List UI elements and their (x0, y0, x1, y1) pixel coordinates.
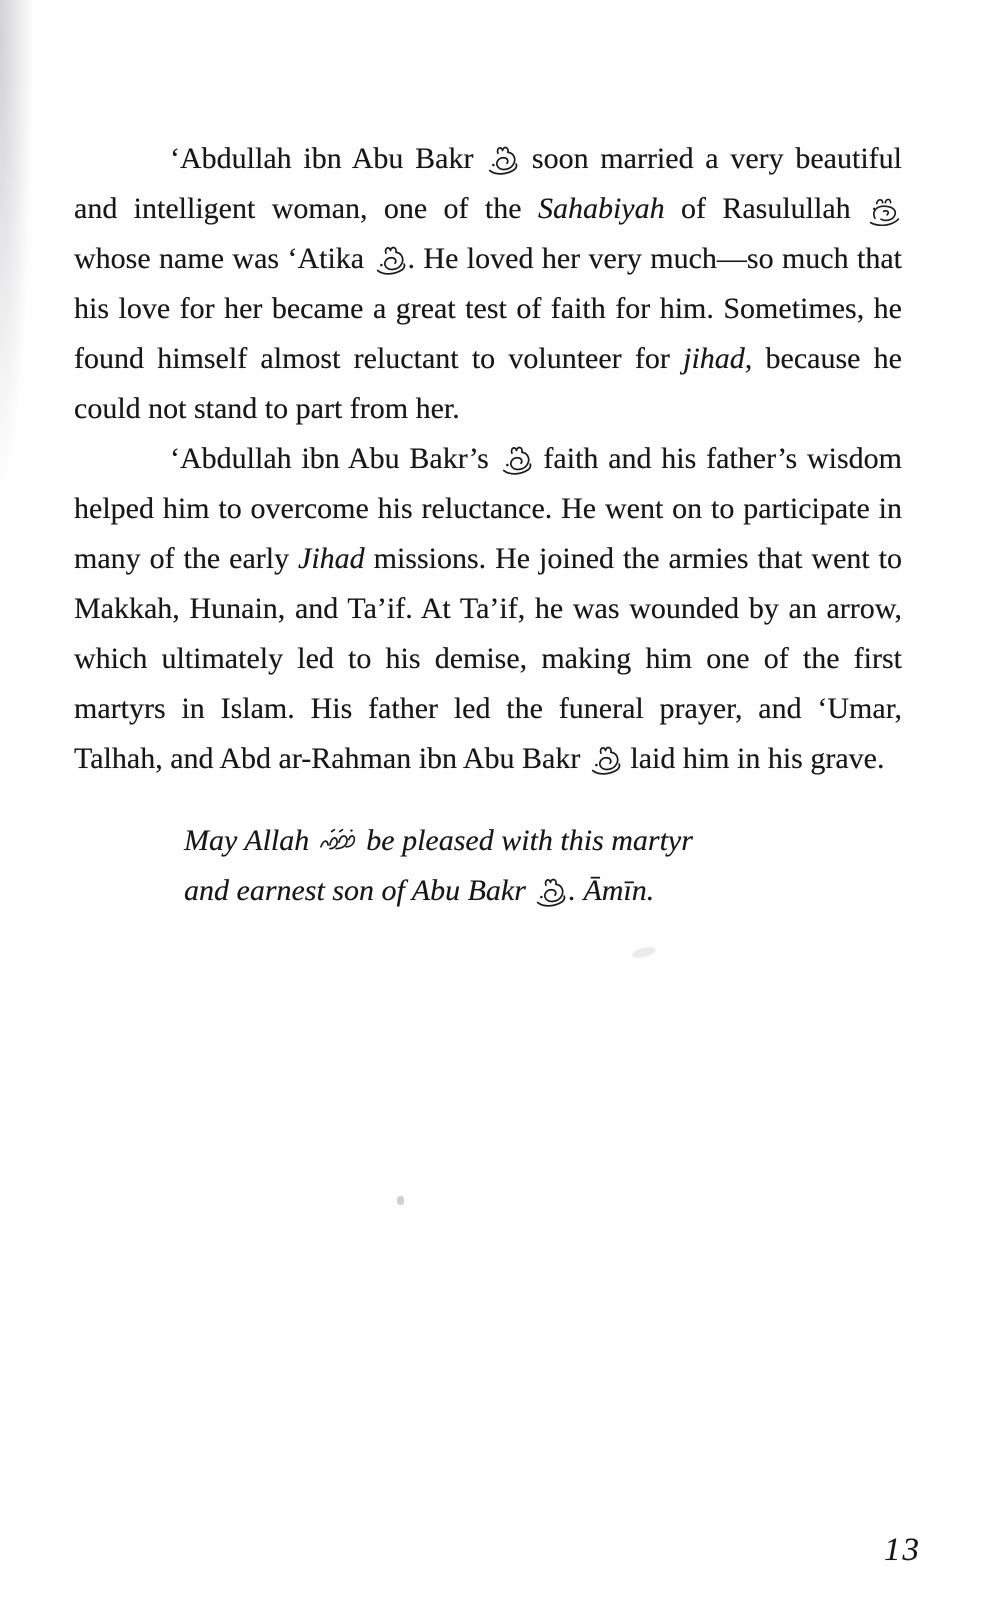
text-run: . Āmīn. (568, 874, 655, 907)
text-run: ‘Abdullah ibn Abu Bakr’s (170, 442, 499, 475)
closing-prayer (184, 816, 902, 916)
sallallahu-alayhi-wasallam-honorific-icon (868, 195, 901, 226)
radiallahu-anhu-honorific-icon (589, 745, 622, 776)
page-edge-shadow (0, 0, 56, 700)
paragraph-1 (74, 134, 902, 434)
scan-speck (397, 1196, 404, 1205)
text-run: whose name was ‘Atika (74, 242, 373, 275)
closing-prayer-line (184, 866, 902, 916)
text-run: because he could not stand to part from her. (74, 342, 902, 425)
page-text (74, 134, 902, 916)
radiallahu-anhu-honorific-icon (374, 245, 407, 276)
emphasized-text: Sahabiyah (537, 192, 665, 225)
text-run: laid him in his grave. (622, 742, 885, 775)
text-run: ‘Abdullah ibn Abu Bakr (170, 142, 486, 175)
text-run: . He loved her very much—so much that his love for her became a great test of faith for him. Sometimes, he found himself almost reluctant to volunteer for (74, 242, 903, 375)
text-run: be pleased with this martyr (358, 824, 693, 857)
radiallahu-anhu-honorific-icon (486, 145, 519, 176)
emphasized-text: Jihad (298, 542, 365, 575)
text-run: and earnest son of Abu Bakr (184, 874, 534, 907)
emphasized-text: jihad, (683, 342, 753, 375)
radiallahu-anhu-honorific-icon (500, 445, 533, 476)
subhanahu-wa-taala-honorific-icon (318, 827, 358, 854)
radiallahu-anhu-honorific-icon (534, 877, 567, 908)
scan-smudge (631, 945, 656, 960)
page-number: 13 (884, 1532, 921, 1568)
text-run: of Rasulullah (664, 192, 868, 225)
text-run: missions. He joined the armies that went to Makkah, Hunain, and Ta’if. At Ta’if, he was wounded by an arrow, which ultimately led to his demise, making him one of the first martyrs in Islam. His father led the funeral prayer, and ‘Umar, Talhah, and Abd ar-Rahman ibn Abu Bakr (74, 542, 902, 775)
text-run: soon married a very beautiful and intelligent woman, one of the (74, 142, 902, 225)
text-run: May Allah (184, 824, 317, 857)
closing-prayer-line (184, 816, 902, 866)
text-run: faith and his father’s wisdom helped him to overcome his reluctance. He went on to participate in many of the early (74, 442, 902, 575)
paragraph-2 (74, 434, 902, 784)
